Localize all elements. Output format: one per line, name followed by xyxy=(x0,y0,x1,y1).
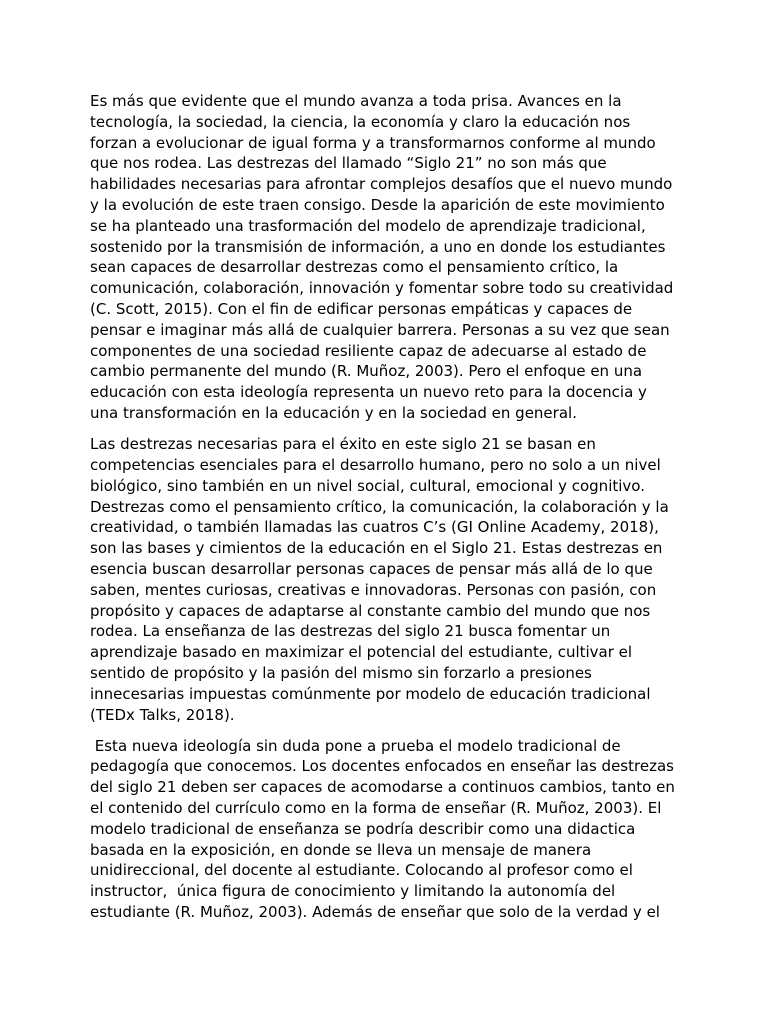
text-line: el contenido del currículo como en la forma de enseñar (R. Muñoz, 2003). El xyxy=(90,799,662,818)
text-line: creatividad, o también llamadas las cuatros C’s (GI Online Academy, 2018), xyxy=(90,518,659,537)
text-line: son las bases y cimientos de la educación en el Siglo 21. Estas destrezas en xyxy=(90,539,663,558)
text-line: comunicación, colaboración, innovación y fomentar sobre todo su creatividad xyxy=(90,279,674,298)
text-line: instructor, única figura de conocimiento y limitando la autonomía del xyxy=(90,882,616,901)
text-line: Es más que evidente que el mundo avanza a toda prisa. Avances en la xyxy=(90,92,622,110)
text-line: (TEDx Talks, 2018). xyxy=(90,705,235,724)
text-line: estudiante (R. Muñoz, 2003). Además de enseñar que solo de la verdad y el xyxy=(90,903,660,922)
text-line: que nos rodea. Las destrezas del llamado “Siglo 21” no son más que xyxy=(90,154,607,173)
document-page xyxy=(90,91,690,933)
text-line: modelo tradicional de enseñanza se podría describir como una didactica xyxy=(90,819,636,838)
text-line: habilidades necesarias para afrontar complejos desafíos que el nuevo mundo xyxy=(90,175,673,194)
text-line: sean capaces de desarrollar destrezas como el pensamiento crítico, la xyxy=(90,258,619,277)
text-line: innecesarias impuestas comúnmente por modelo de educación tradicional xyxy=(90,684,651,703)
text-line: Destrezas como el pensamiento crítico, la comunicación, la colaboración y la xyxy=(90,497,669,516)
text-line: y la evolución de este traen consigo. Desde la aparición de este movimiento xyxy=(90,195,665,214)
text-line: Las destrezas necesarias para el éxito en este siglo 21 se basan en xyxy=(90,435,596,454)
text-line: sostenido por la transmisión de información, a uno en donde los estudiantes xyxy=(90,237,666,256)
text-line: tecnología, la sociedad, la ciencia, la economía y claro la educación nos xyxy=(90,112,631,131)
text-line: forzan a evolucionar de igual forma y a transformarnos conforme al mundo xyxy=(90,133,656,152)
text-line: unidireccional, del docente al estudiante. Colocando al profesor como el xyxy=(90,861,633,880)
paragraph-3 xyxy=(90,736,690,923)
text-line: pensar e imaginar más allá de cualquier barrera. Personas a su vez que sean xyxy=(90,320,670,339)
text-line: propósito y capaces de adaptarse al constante cambio del mundo que nos xyxy=(90,601,651,620)
text-line: cambio permanente del mundo (R. Muñoz, 2003). Pero el enfoque en una xyxy=(90,362,643,381)
text-line: educación con esta ideología representa un nuevo reto para la docencia y xyxy=(90,383,647,402)
text-line: Esta nueva ideología sin duda pone a prueba el modelo tradicional de xyxy=(90,736,621,755)
text-line: del siglo 21 deben ser capaces de acomodarse a continuos cambios, tanto en xyxy=(90,778,675,797)
text-line: pedagogía que conocemos. Los docentes enfocados en enseñar las destrezas xyxy=(90,757,674,776)
text-line: biológico, sino también en un nivel social, cultural, emocional y cognitivo. xyxy=(90,476,645,495)
text-line: esencia buscan desarrollar personas capaces de pensar más allá de lo que xyxy=(90,559,653,578)
text-line: se ha planteado una trasformación del modelo de aprendizaje tradicional, xyxy=(90,216,646,235)
text-line: basada en la exposición, en donde se lleva un mensaje de manera xyxy=(90,840,592,859)
text-line: sentido de propósito y la pasión del mismo sin forzarlo a presiones xyxy=(90,663,592,682)
paragraph-2 xyxy=(90,434,690,725)
text-line: competencias esenciales para el desarrollo humano, pero no solo a un nivel xyxy=(90,455,661,474)
text-line: saben, mentes curiosas, creativas e innovadoras. Personas con pasión, con xyxy=(90,580,657,599)
text-line: componentes de una sociedad resiliente capaz de adecuarse al estado de xyxy=(90,341,647,360)
text-line: rodea. La enseñanza de las destrezas del siglo 21 busca fomentar un xyxy=(90,622,611,641)
text-line: aprendizaje basado en maximizar el potencial del estudiante, cultivar el xyxy=(90,643,633,662)
paragraph-1 xyxy=(90,91,690,424)
text-line: una transformación en la educación y en la sociedad en general. xyxy=(90,403,577,422)
text-line: (C. Scott, 2015). Con el fin de edificar personas empáticas y capaces de xyxy=(90,299,633,318)
